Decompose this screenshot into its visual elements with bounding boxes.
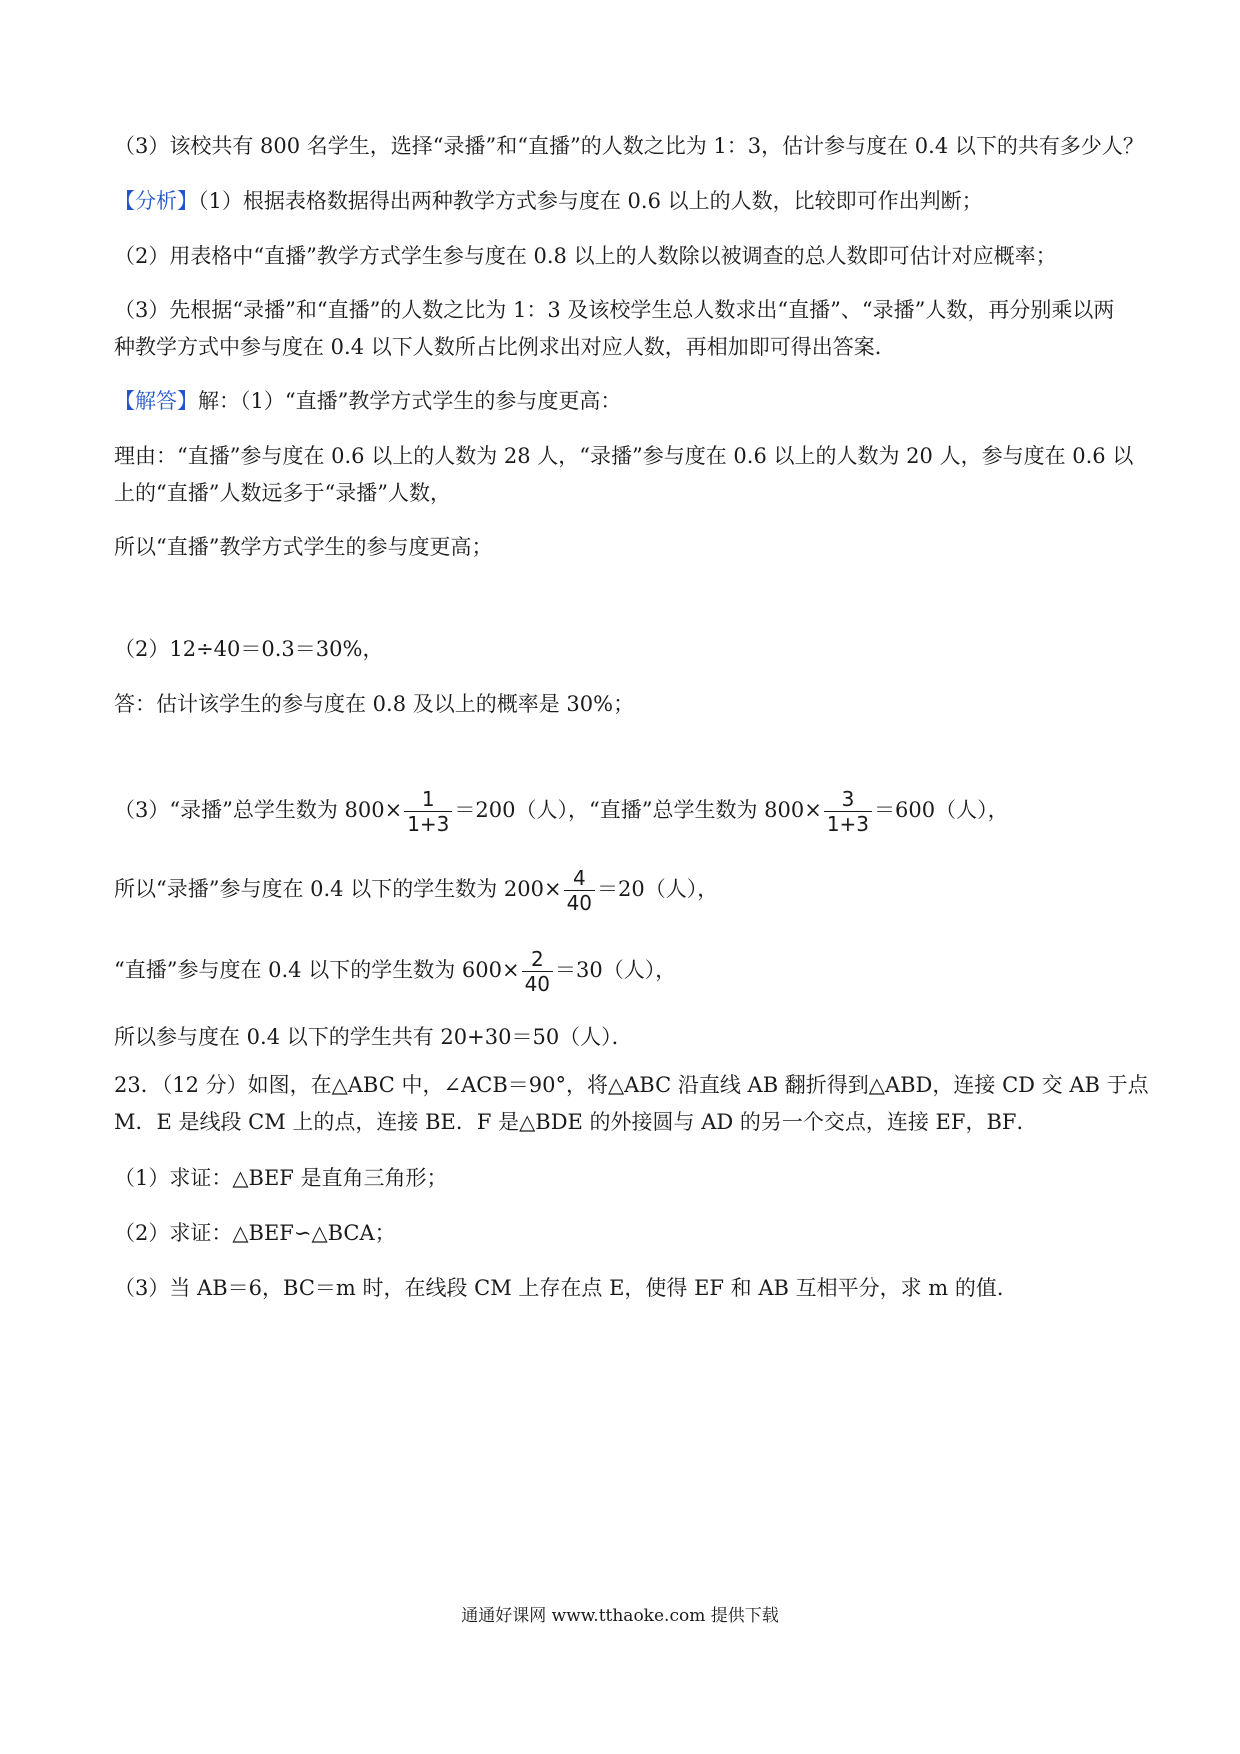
answer-2: （2）12÷40＝0.3＝30%， (114, 637, 384, 661)
page-footer: 通通好课网 www.tthaoke.com 提供下载 (461, 1606, 779, 1626)
total-line: 所以参与度在 0.4 以下的学生共有 20+30＝50（人）． (114, 1025, 633, 1049)
fraction-4-numerator: 2 (522, 947, 553, 972)
recorded-text-1: 所以“录播”参与度在 0.4 以下的学生数为 200× (114, 877, 562, 901)
fraction-3-denominator: 40 (566, 891, 593, 915)
question-23-line-2: M．E 是线段 CM 上的点，连接 BE．F 是△BDE 的外接圆与 AD 的另一个交点，连接 EF，BF． (114, 1110, 1038, 1134)
fraction-3-numerator: 4 (564, 866, 595, 891)
question-3: （3）该校共有 800 名学生，选择“录播”和“直播”的人数之比为 1：3，估计参与度在 0.4 以下的共有多少人？ (114, 134, 1144, 158)
fraction-4 (522, 947, 553, 996)
fraction-1 (404, 787, 452, 836)
analysis-tag: 【分析】 (114, 189, 198, 213)
fraction-1-numerator: 1 (404, 787, 452, 812)
live-line (114, 947, 676, 996)
answer-3-line (114, 787, 1009, 836)
analysis-line-3b: 种教学方式中参与度在 0.4 以下人数所占比例求出对应人数，再相加即可得出答案． (114, 335, 896, 359)
answer-text-1: 解：（1）“直播”教学方式学生的参与度更高： (198, 389, 622, 413)
question-23-part-2: （2）求证：△BEF∽△BCA； (114, 1221, 396, 1245)
question-23-part-3: （3）当 AB＝6，BC＝m 时，在线段 CM 上存在点 E，使得 EF 和 AB 互相平分，求 m 的值． (114, 1276, 1018, 1300)
recorded-line (114, 866, 718, 915)
answer-2-conclusion: 答：估计该学生的参与度在 0.8 及以上的概率是 30%； (114, 692, 635, 716)
analysis-line-3a: （3）先根据“录播”和“直播”的人数之比为 1：3 及该校学生总人数求出“直播”、“录播”人数，再分别乘以两 (114, 298, 1115, 322)
fraction-2 (824, 787, 872, 836)
answer-3-text-1: （3）“录播”总学生数为 800× (114, 798, 403, 822)
fraction-2-denominator: 1+3 (826, 812, 870, 836)
conclusion-1: 所以“直播”教学方式学生的参与度更高； (114, 535, 493, 559)
answer-line-1 (114, 386, 621, 416)
question-23-part-1: （1）求证：△BEF 是直角三角形； (114, 1166, 448, 1190)
recorded-text-2: ＝20（人）， (597, 877, 719, 901)
live-text-1: “直播”参与度在 0.4 以下的学生数为 600× (114, 958, 520, 982)
reason-line-1: 理由：“直播”参与度在 0.6 以上的人数为 28 人，“录播”参与度在 0.6 以上的人数为 20 人，参与度在 0.6 以 (114, 444, 1134, 468)
fraction-4-denominator: 40 (524, 972, 551, 996)
analysis-line-2: （2）用表格中“直播”教学方式学生参与度在 0.8 以上的人数除以被调查的总人数即可估计对应概率； (114, 244, 1057, 268)
answer-3-text-3: ＝600（人）， (874, 798, 1009, 822)
question-23-line-1: 23．（12 分）如图，在△ABC 中，∠ACB＝90°，将△ABC 沿直线 AB 翻折得到△ABD，连接 CD 交 AB 于点 (114, 1073, 1149, 1097)
fraction-1-denominator: 1+3 (407, 812, 450, 836)
analysis-text-1: （1）根据表格数据得出两种教学方式参与度在 0.6 以上的人数，比较即可作出判断； (198, 189, 983, 213)
reason-line-2: 上的“直播”人数远多于“录播”人数， (114, 481, 451, 505)
fraction-2-numerator: 3 (824, 787, 872, 812)
live-text-2: ＝30（人）， (555, 958, 677, 982)
answer-tag: 【解答】 (114, 389, 198, 413)
analysis-line-1 (114, 186, 983, 216)
answer-3-text-2: ＝200（人），“直播”总学生数为 800× (454, 798, 822, 822)
fraction-3 (564, 866, 595, 915)
